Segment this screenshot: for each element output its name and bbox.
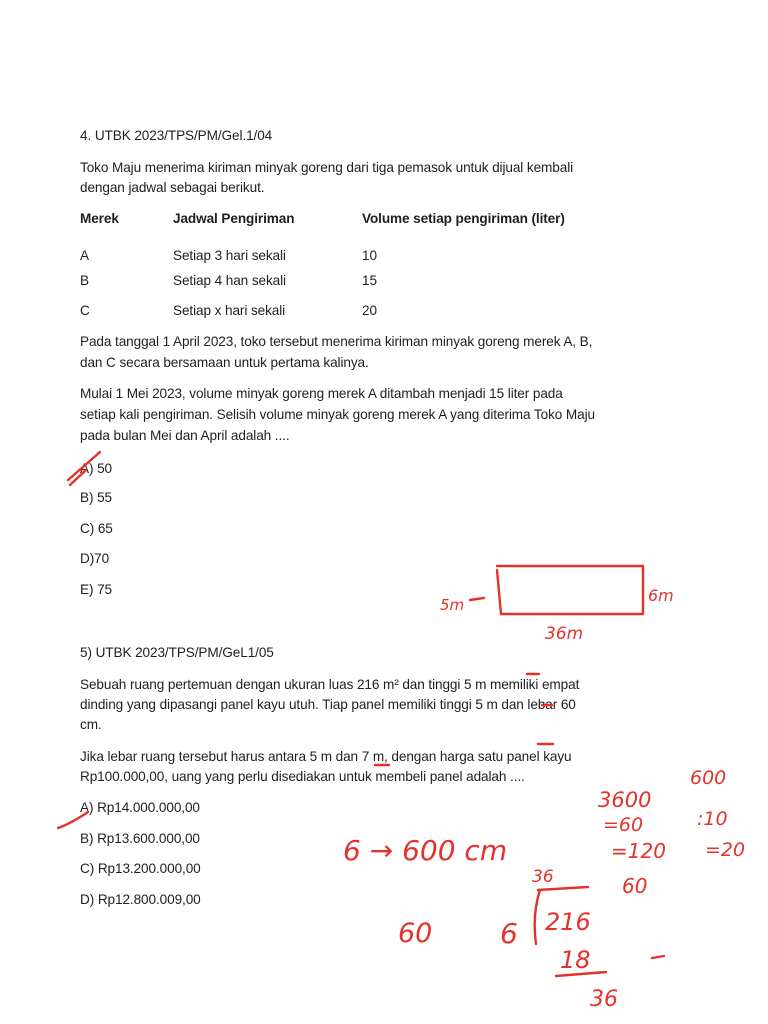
q4-title: 4. UTBK 2023/TPS/PM/Gel.1/04 (80, 128, 273, 143)
q4-intro-line2: dengan jadwal sebagai berikut. (80, 180, 265, 195)
q4-option-c[interactable]: C) 65 (80, 521, 113, 536)
table-row-c-volume: 20 (362, 303, 377, 318)
calc-col1-line1: 3600 (598, 788, 652, 812)
q4-para3-line1: Mulai 1 Mei 2023, volume minyak goreng merek A ditambah menjadi 15 liter pada (80, 386, 563, 401)
table-row-b-merek: B (80, 273, 89, 288)
division-remainder: 36 (590, 987, 618, 1012)
q4-para2-line1: Pada tanggal 1 April 2023, toko tersebut menerima kiriman minyak goreng merek A, B, (80, 334, 593, 349)
q5-option-a[interactable]: A) Rp14.000.000,00 (80, 800, 200, 815)
sixty-note: 60 (398, 918, 433, 949)
calc-col1-line3: =120 (611, 839, 666, 863)
rect-bottom-label: 36m (545, 624, 584, 644)
q4-para2-line2: dan C secara bersamaan untuk pertama kalinya. (80, 355, 369, 370)
calc-col1-line4: 60 (622, 874, 648, 898)
q4-option-a[interactable]: A) 50 (80, 461, 112, 476)
calc-col2-line2: :10 (697, 808, 728, 830)
table-row-c-jadwal: Setiap x hari sekali (173, 303, 286, 318)
rect-right-label: 6m (648, 586, 674, 605)
table-header-jadwal: Jadwal Pengiriman (173, 211, 295, 226)
table-row-a-volume: 10 (362, 248, 377, 263)
q5-title: 5) UTBK 2023/TPS/PM/GeL1/05 (80, 645, 274, 660)
q4-para3-line3: pada bulan Mei dan April adalah .... (80, 428, 290, 443)
table-row-c-merek: C (80, 303, 90, 318)
table-row-a-merek: A (80, 248, 89, 263)
q4-option-d[interactable]: D)70 (80, 551, 110, 566)
table-header-volume: Volume setiap pengiriman (liter) (362, 211, 565, 226)
table-row-b-jadwal: Setiap 4 han sekali (173, 273, 286, 288)
table-row-b-volume: 15 (362, 273, 377, 288)
q4-option-e[interactable]: E) 75 (80, 582, 112, 597)
calc-col1-line2: =60 (603, 814, 644, 836)
division-dividend: 216 (545, 908, 591, 936)
conversion-note: 6 → 600 cm (343, 834, 508, 867)
q5-option-c[interactable]: C) Rp13.200.000,00 (80, 861, 201, 876)
rect-left-label: 5m (440, 596, 465, 614)
document-page (80, 0, 700, 1024)
division-subtract: 18 (560, 946, 591, 974)
q5-para1-line3: cm. (80, 717, 102, 732)
calc-col2-line1: 600 (690, 767, 727, 789)
q5-para1-line2: dinding yang dipasangi panel kayu utuh. Tiap panel memiliki tinggi 5 m dan lebar 60 (80, 697, 576, 712)
q5-para2-line1: Jika lebar ruang tersebut harus antara 5 m dan 7 m, dengan harga satu panel kayu (80, 749, 572, 764)
q4-intro-line1: Toko Maju menerima kiriman minyak goreng dari tiga pemasok untuk dijual kembali (80, 160, 574, 175)
q5-para1-line1: Sebuah ruang pertemuan dengan ukuran luas 216 m² dan tinggi 5 m memiliki empat (80, 677, 580, 692)
q5-option-b[interactable]: B) Rp13.600.000,00 (80, 831, 200, 846)
q5-para2-line2: Rp100.000,00, uang yang perlu disediakan untuk membeli panel adalah .... (80, 769, 525, 784)
division-quotient: 36 (532, 867, 554, 887)
table-header-merek: Merek (80, 211, 119, 226)
division-divisor: 6 (500, 917, 518, 950)
table-row-a-jadwal: Setiap 3 hari sekali (173, 248, 286, 263)
calc-col2-line3: =20 (705, 839, 746, 861)
q4-option-b[interactable]: B) 55 (80, 490, 112, 505)
q5-option-d[interactable]: D) Rp12.800.009,00 (80, 892, 201, 907)
q4-para3-line2: setiap kali pengiriman. Selisih volume minyak goreng merek A yang diterima Toko Maju (80, 407, 595, 422)
